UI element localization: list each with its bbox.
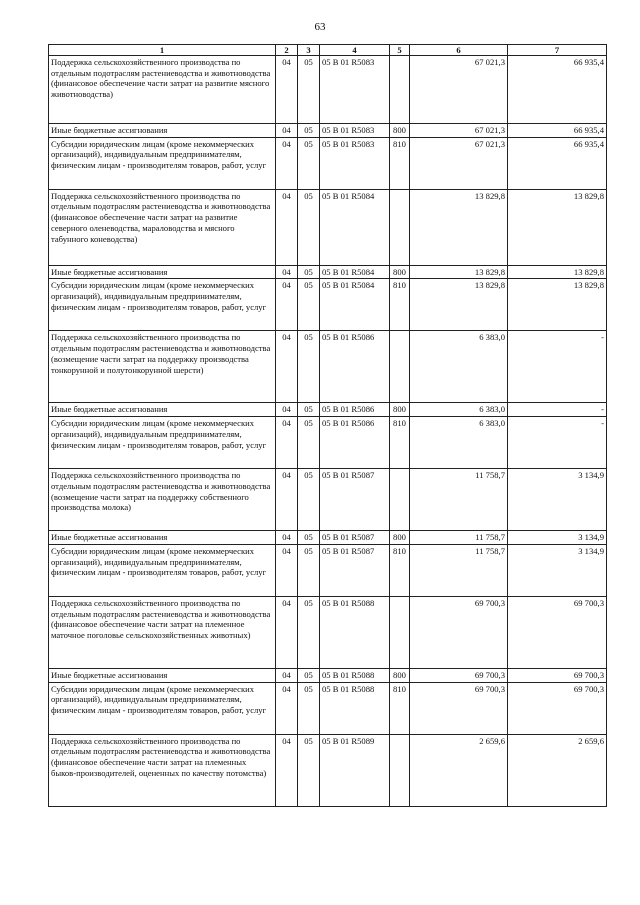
row-expense-type-cell [390,596,410,668]
row-target-code-cell: 05 В 01 R5086 [320,331,390,403]
row-amount-2020-cell: - [508,417,607,469]
row-expense-type-cell: 800 [390,668,410,682]
row-amount-2019-cell: 69 700,3 [410,682,508,734]
row-amount-2020-cell: 69 700,3 [508,682,607,734]
row-expense-type-cell: 810 [390,279,410,331]
row-amount-2019-cell: 6 383,0 [410,403,508,417]
row-name-cell: Субсидии юридическим лицам (кроме некоммерческих организаций), индивидуальным предпринимателям, физическим лицам - производителям товаров, работ, услуг [49,544,276,596]
row-expense-type-cell [390,734,410,806]
table-row [49,124,607,138]
table-row [49,596,607,668]
row-section-cell: 04 [276,596,298,668]
row-subsection-cell: 05 [298,734,320,806]
row-amount-2020-cell: 66 935,4 [508,137,607,189]
row-section-cell: 04 [276,682,298,734]
row-amount-2020-cell: 3 134,9 [508,469,607,531]
row-name-cell: Поддержка сельскохозяйственного производства по отдельным подотраслям растениеводства и животноводства (возмещение части затрат на поддержку производства тонкорунной и полутонкорунной шерсти) [49,331,276,403]
row-amount-2020-cell: 69 700,3 [508,668,607,682]
row-amount-2020-cell: 69 700,3 [508,596,607,668]
row-amount-2020-cell: 13 829,8 [508,265,607,279]
table-row [49,279,607,331]
row-expense-type-cell [390,469,410,531]
table-row [49,265,607,279]
row-name-cell: Иные бюджетные ассигнования [49,531,276,545]
header-col-2: 2 [276,45,298,56]
row-amount-2020-cell: 3 134,9 [508,544,607,596]
table-header [49,45,607,56]
row-target-code-cell: 05 В 01 R5086 [320,417,390,469]
row-target-code-cell: 05 В 01 R5088 [320,668,390,682]
row-subsection-cell: 05 [298,544,320,596]
header-col-6: 6 [410,45,508,56]
table-row [49,668,607,682]
row-amount-2020-cell: 66 935,4 [508,56,607,124]
table-row [49,137,607,189]
table-row [49,544,607,596]
row-subsection-cell: 05 [298,265,320,279]
row-section-cell: 04 [276,279,298,331]
row-amount-2019-cell: 11 758,7 [410,544,508,596]
header-col-7: 7 [508,45,607,56]
budget-table [48,44,607,807]
row-amount-2020-cell: 3 134,9 [508,531,607,545]
row-target-code-cell: 05 В 01 R5087 [320,544,390,596]
table-row [49,469,607,531]
row-name-cell: Субсидии юридическим лицам (кроме некоммерческих организаций), индивидуальным предпринимателям, физическим лицам - производителям товаров, работ, услуг [49,417,276,469]
row-amount-2019-cell: 69 700,3 [410,668,508,682]
row-subsection-cell: 05 [298,469,320,531]
header-row [49,45,607,56]
row-expense-type-cell [390,331,410,403]
header-col-4: 4 [320,45,390,56]
row-name-cell: Иные бюджетные ассигнования [49,265,276,279]
row-target-code-cell: 05 В 01 R5087 [320,531,390,545]
row-target-code-cell: 05 В 01 R5084 [320,189,390,265]
row-amount-2019-cell: 6 383,0 [410,331,508,403]
row-section-cell: 04 [276,137,298,189]
row-section-cell: 04 [276,189,298,265]
row-name-cell: Иные бюджетные ассигнования [49,403,276,417]
row-target-code-cell: 05 В 01 R5084 [320,265,390,279]
row-expense-type-cell: 810 [390,682,410,734]
row-name-cell: Поддержка сельскохозяйственного производства по отдельным подотраслям растениеводства и животноводства (возмещение части затрат на поддержку собственного производства молока) [49,469,276,531]
row-amount-2019-cell: 2 659,6 [410,734,508,806]
table-row [49,331,607,403]
row-section-cell: 04 [276,469,298,531]
table-row [49,417,607,469]
row-amount-2019-cell: 11 758,7 [410,531,508,545]
row-expense-type-cell: 810 [390,417,410,469]
row-subsection-cell: 05 [298,596,320,668]
row-target-code-cell: 05 В 01 R5088 [320,596,390,668]
row-amount-2020-cell: - [508,403,607,417]
row-amount-2020-cell: - [508,331,607,403]
row-section-cell: 04 [276,417,298,469]
row-subsection-cell: 05 [298,279,320,331]
row-expense-type-cell: 810 [390,544,410,596]
row-expense-type-cell: 800 [390,531,410,545]
row-target-code-cell: 05 В 01 R5083 [320,56,390,124]
row-subsection-cell: 05 [298,137,320,189]
table-row [49,189,607,265]
header-col-3: 3 [298,45,320,56]
table-row [49,734,607,806]
row-section-cell: 04 [276,668,298,682]
row-name-cell: Субсидии юридическим лицам (кроме некоммерческих организаций), индивидуальным предпринимателям, физическим лицам - производителям товаров, работ, услуг [49,279,276,331]
table-row [49,56,607,124]
row-subsection-cell: 05 [298,403,320,417]
row-subsection-cell: 05 [298,124,320,138]
row-name-cell: Поддержка сельскохозяйственного производства по отдельным подотраслям растениеводства и животноводства (финансовое обеспечение части затрат на племенных быков-производителей, оцененных по качеству потомства) [49,734,276,806]
row-name-cell: Иные бюджетные ассигнования [49,124,276,138]
row-target-code-cell: 05 В 01 R5083 [320,137,390,189]
row-target-code-cell: 05 В 01 R5089 [320,734,390,806]
row-name-cell: Поддержка сельскохозяйственного производства по отдельным подотраслям растениеводства и животноводства (финансовое обеспечение части затрат на племенное маточное поголовье сельскохозяйственных животных) [49,596,276,668]
row-subsection-cell: 05 [298,189,320,265]
row-amount-2020-cell: 66 935,4 [508,124,607,138]
row-section-cell: 04 [276,56,298,124]
row-amount-2019-cell: 13 829,8 [410,279,508,331]
row-subsection-cell: 05 [298,668,320,682]
row-section-cell: 04 [276,124,298,138]
row-expense-type-cell: 800 [390,124,410,138]
row-expense-type-cell [390,189,410,265]
row-name-cell: Субсидии юридическим лицам (кроме некоммерческих организаций), индивидуальным предпринимателям, физическим лицам - производителям товаров, работ, услуг [49,137,276,189]
row-amount-2019-cell: 6 383,0 [410,417,508,469]
row-amount-2019-cell: 13 829,8 [410,265,508,279]
row-amount-2020-cell: 2 659,6 [508,734,607,806]
row-expense-type-cell: 800 [390,265,410,279]
row-amount-2019-cell: 67 021,3 [410,124,508,138]
row-section-cell: 04 [276,544,298,596]
row-expense-type-cell: 800 [390,403,410,417]
row-target-code-cell: 05 В 01 R5087 [320,469,390,531]
row-subsection-cell: 05 [298,682,320,734]
row-target-code-cell: 05 В 01 R5083 [320,124,390,138]
header-col-5: 5 [390,45,410,56]
row-amount-2020-cell: 13 829,8 [508,189,607,265]
row-amount-2019-cell: 13 829,8 [410,189,508,265]
table-row [49,531,607,545]
row-subsection-cell: 05 [298,417,320,469]
row-expense-type-cell [390,56,410,124]
page-number: 63 [314,21,326,33]
table-row [49,682,607,734]
row-amount-2019-cell: 67 021,3 [410,137,508,189]
row-name-cell: Субсидии юридическим лицам (кроме некоммерческих организаций), индивидуальным предпринимателям, физическим лицам - производителям товаров, работ, услуг [49,682,276,734]
row-target-code-cell: 05 В 01 R5084 [320,279,390,331]
header-col-1: 1 [49,45,276,56]
row-target-code-cell: 05 В 01 R5088 [320,682,390,734]
row-section-cell: 04 [276,331,298,403]
row-subsection-cell: 05 [298,531,320,545]
row-subsection-cell: 05 [298,331,320,403]
table-row [49,403,607,417]
row-name-cell: Поддержка сельскохозяйственного производства по отдельным подотраслям растениеводства и животноводства (финансовое обеспечение части затрат на развитие мясного животноводства) [49,56,276,124]
row-section-cell: 04 [276,403,298,417]
row-amount-2019-cell: 69 700,3 [410,596,508,668]
row-name-cell: Поддержка сельскохозяйственного производства по отдельным подотраслям растениеводства и животноводства (финансовое обеспечение части затрат на развитие северного оленеводства, мараловодства и мясного табунного коневодства) [49,189,276,265]
table-body [49,56,607,807]
row-section-cell: 04 [276,734,298,806]
row-target-code-cell: 05 В 01 R5086 [320,403,390,417]
row-section-cell: 04 [276,531,298,545]
row-name-cell: Иные бюджетные ассигнования [49,668,276,682]
row-section-cell: 04 [276,265,298,279]
row-amount-2019-cell: 67 021,3 [410,56,508,124]
row-amount-2019-cell: 11 758,7 [410,469,508,531]
row-subsection-cell: 05 [298,56,320,124]
row-amount-2020-cell: 13 829,8 [508,279,607,331]
row-expense-type-cell: 810 [390,137,410,189]
